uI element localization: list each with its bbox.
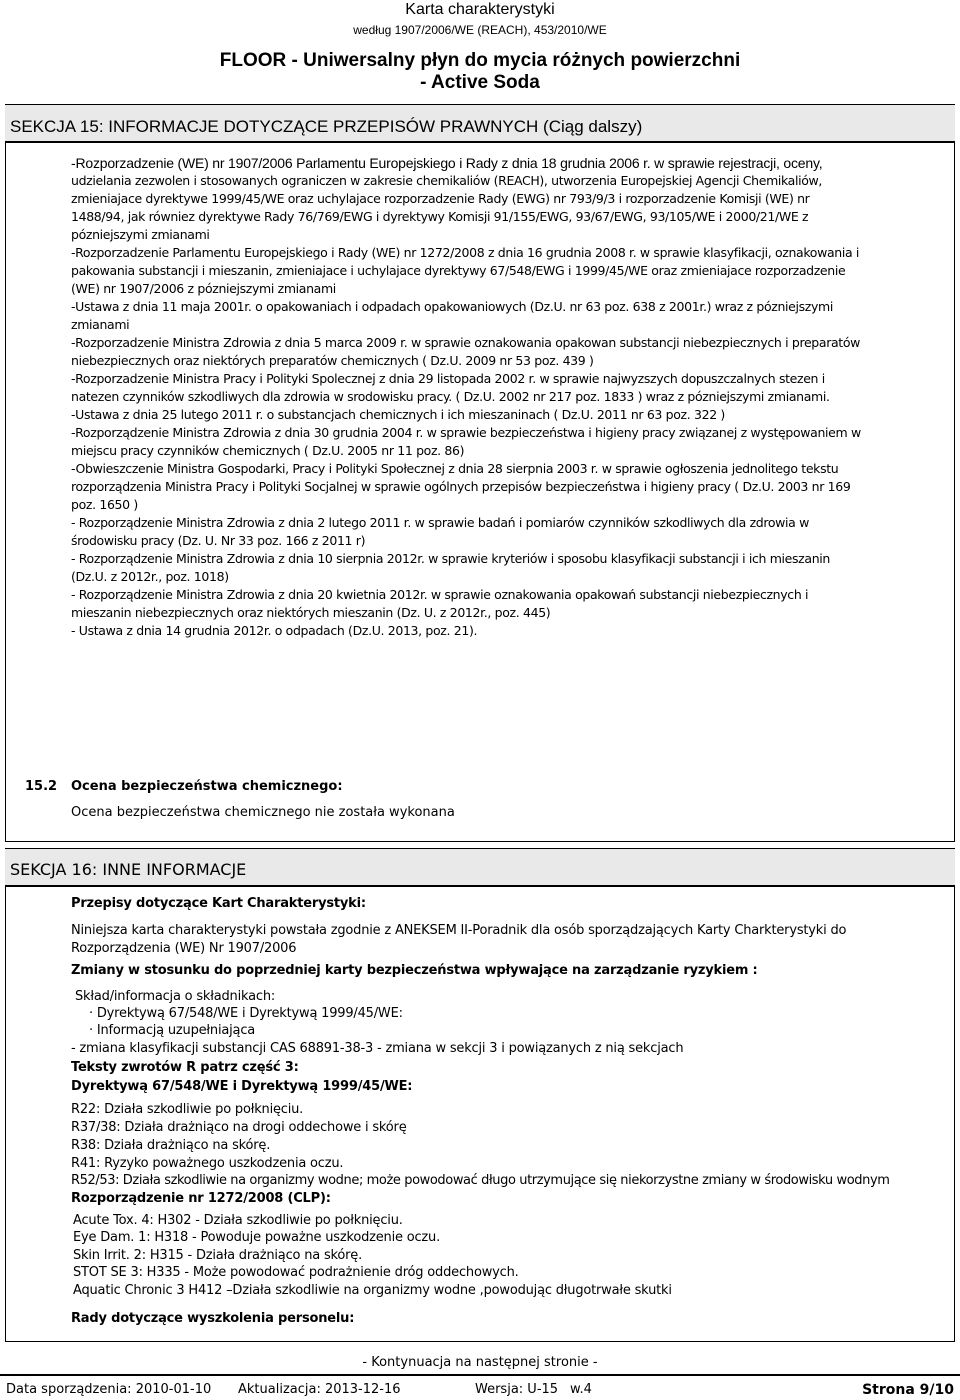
bullet-item: · Informacją uzupełniająca — [89, 1023, 256, 1038]
regulation-line: poz. 1650 ) — [71, 497, 138, 512]
footer-divider — [0, 1374, 960, 1376]
continuation-note: - Kontynuacja na następnej stronie - — [362, 1355, 598, 1370]
regulation-line: -Rozporzadzenie Ministra Pracy i Polityki Spolecznej z dnia 29 listopada 2002 r. w sprawie najwyzszych dopuszczalnych stezen i — [71, 371, 825, 386]
h-phrase: STOT SE 3: H335 - Może powodować podrażnienie dróg oddechowych. — [73, 1265, 519, 1280]
zmiana-line: - zmiana klasyfikacji substancji CAS 68891-38-3 - zmiana w sekcji 3 i powiązanych z nią sekcjach — [71, 1041, 684, 1056]
dyrektywa-title: Dyrektywą 67/548/WE i Dyrektywą 1999/45/WE: — [71, 1079, 413, 1094]
regulation-line: - Ustawa z dnia 14 grudnia 2012r. o odpadach (Dz.U. 2013, poz. 21). — [71, 623, 478, 638]
przepisy-text: Niniejsza karta charakterystyki powstała zgodnie z ANEKSEM II-Poradnik dla osób sporządzających Karty Charkterystyki do — [71, 923, 847, 938]
regulation-line: -Rozporzadzenie Ministra Zdrowia z dnia 5 marca 2009 r. w sprawie oznakowania opakowan substancji niebezpiecznych i preparatów — [71, 335, 861, 350]
regulation-line: pózniejszymi zmianami — [71, 227, 210, 242]
section-16-heading: SEKCJA 16: INNE INFORMACJE — [5, 849, 955, 887]
clp-title: Rozporządzenie nr 1272/2008 (CLP): — [71, 1191, 331, 1206]
regulation-line: - Rozporządzenie Ministra Zdrowia z dnia 20 kwietnia 2012r. w sprawie oznakowania opakowań substancji niebezpiecznych i — [71, 587, 809, 602]
regulation-line: pakowania substancji i mieszanin, zmieniajace i uchylajace dyrektywy 67/548/EWG i 1999/45/WE oraz zmieniajace rozporzadzenie — [71, 263, 846, 278]
regulation-line: (WE) nr 1907/2006 z pózniejszymi zmianami — [71, 281, 336, 296]
subsection-15-2-title: Ocena bezpieczeństwa chemicznego: — [71, 779, 343, 794]
regulation-line: zmianami — [71, 317, 130, 332]
section-15-heading: SEKCJA 15: INFORMACJE DOTYCZĄCE PRZEPISÓW PRAWNYCH (Ciąg dalszy) — [5, 105, 955, 143]
version-label: Wersja: U-15 — [475, 1382, 559, 1397]
przepisy-text: Rozporządzenia (WE) Nr 1907/2006 — [71, 941, 297, 956]
h-phrase: Skin Irrit. 2: H315 - Działa drażniąco na skórę. — [73, 1248, 363, 1263]
regulations-list — [71, 154, 939, 640]
date-created: Data sporządzenia: 2010-01-10 — [6, 1382, 212, 1397]
regulation-line: -Rozporządzenie Ministra Zdrowia z dnia 30 grudnia 2004 r. w sprawie bezpieczeństwa i higieny pracy związanej z występowaniem w — [71, 425, 861, 440]
r-phrase: R22: Działa szkodliwie po połknięciu. — [71, 1102, 304, 1117]
version-suffix: w.4 — [570, 1382, 592, 1397]
zmiany-title: Zmiany w stosunku do poprzedniej karty bezpieczeństwa wpływające na zarządzanie ryzykiem : — [71, 963, 758, 978]
r-phrase: R41: Ryzyko poważnego uszkodzenia oczu. — [71, 1156, 344, 1171]
regulation-line: -Rozporzadzenie Parlamentu Europejskiego i Rady (WE) nr 1272/2008 z dnia 16 grudnia 2008 r. w sprawie klasyfikacji, oznakowania i — [71, 245, 860, 260]
document-subtitle: według 1907/2006/WE (REACH), 453/2010/WE — [353, 23, 607, 37]
regulation-line: -Rozporzadzenie (WE) nr 1907/2006 Parlamentu Europejskiego i Rady z dnia 18 grudnia 2006 r. w sprawie rejestracji, oceny, — [71, 155, 823, 171]
regulation-line: -Ustawa z dnia 25 lutego 2011 r. o substancjach chemicznych i ich mieszaninach ( Dz.U. 2011 nr 63 poz. 322 ) — [71, 407, 725, 422]
r-phrase: R52/53: Działa szkodliwie na organizmy wodne; może powodować długo utrzymujące się niekorzystne zmiany w środowisku wodnym — [71, 1173, 890, 1188]
product-name-line2: - Active Soda — [420, 72, 540, 93]
r-phrase: R37/38: Działa drażniąco na drogi oddechowe i skórę — [71, 1120, 407, 1135]
subsection-15-2-text: Ocena bezpieczeństwa chemicznego nie została wykonana — [71, 805, 455, 820]
regulation-line: zmieniajace dyrektywe 1999/45/WE oraz uchylajace rozporzadzenie Rady (EWG) nr 793/9/3 i rozporzadzenie Komisji (WE) nr — [71, 191, 810, 206]
regulation-line: (Dz.U. z 2012r., poz. 1018) — [71, 569, 229, 584]
h-phrase: Aquatic Chronic 3 H412 –Działa szkodliwie na organizmy wodne ,powodując długotrwałe skutki — [73, 1283, 672, 1298]
regulation-line: -Ustawa z dnia 11 maja 2001r. o opakowaniach i odpadach opakowaniowych (Dz.U. nr 63 poz. 638 z 2001r.) wraz z pózniejszymi — [71, 299, 834, 314]
h-phrase: Eye Dam. 1: H318 - Powoduje poważne uszkodzenie oczu. — [73, 1230, 441, 1245]
teksty-title: Teksty zwrotów R patrz część 3: — [71, 1060, 299, 1075]
regulation-line: - Rozporządzenie Ministra Zdrowia z dnia 10 sierpnia 2012r. w sprawie kryteriów i sposobu klasyfikacji substancji i ich mieszanin — [71, 551, 830, 566]
rady-title: Rady dotyczące wyszkolenia personelu: — [71, 1311, 355, 1326]
regulation-line: - Rozporządzenie Ministra Zdrowia z dnia 2 lutego 2011 r. w sprawie badań i pomiarów czynników szkodliwych dla zdrowia w — [71, 515, 809, 530]
regulation-line: rozporządzenia Ministra Pracy i Polityki Socjalnej w sprawie ogólnych przepisów bezpieczeństwa i higieny pracy ( Dz.U. 2003 nr 169 — [71, 479, 851, 494]
h-phrase: Acute Tox. 4: H302 - Działa szkodliwie po połknięciu. — [73, 1213, 403, 1228]
regulation-line: -Obwieszczenie Ministra Gospodarki, Pracy i Polityki Społecznej z dnia 28 sierpnia 2003 r. w sprawie ogłoszenia jednolitego tekstu — [71, 461, 839, 476]
document-title: Karta charakterystyki — [405, 1, 555, 18]
regulation-line: 1488/94, jak równiez dyrektywe Rady 76/769/EWG i dyrektywy Komisji 91/155/EWG, 93/67/EWG, 93/105/WE i 2000/21/WE z — [71, 209, 809, 224]
r-phrase: R38: Działa drażniąco na skórę. — [71, 1138, 271, 1153]
update-date: Aktualizacja: 2013-12-16 — [238, 1382, 401, 1397]
regulation-line: natezen czynników szkodliwych dla zdrowia w srodowisku pracy. ( Dz.U. 2002 nr 217 poz. 1833 ) wraz z pózniejszymi zmianami. — [71, 389, 830, 404]
page-number: Strona 9/10 — [862, 1382, 954, 1398]
bullet-item: · Dyrektywą 67/548/WE i Dyrektywą 1999/45/WE: — [89, 1006, 403, 1021]
przepisy-title: Przepisy dotyczące Kart Charakterystyki: — [71, 896, 366, 911]
regulation-line: mieszanin niebezpiecznych oraz niektórych mieszanin (Dz. U. z 2012r., poz. 445) — [71, 605, 551, 620]
regulation-line: miejscu pracy czynników chemicznych ( Dz.U. 2005 nr 11 poz. 86) — [71, 443, 465, 458]
regulation-line: niebezpiecznych oraz niektórych preparatów chemicznych ( Dz.U. 2009 nr 53 poz. 439 ) — [71, 353, 594, 368]
product-name-line1: FLOOR - Uniwersalny płyn do mycia różnych powierzchni — [219, 50, 741, 71]
sklad-label: Skład/informacja o składnikach: — [75, 989, 276, 1004]
regulation-line: środowisku pracy (Dz. U. Nr 33 poz. 166 z 2011 r) — [71, 533, 366, 548]
subsection-15-2-number: 15.2 — [25, 779, 58, 794]
regulation-line: udzielania zezwolen i stosowanych ograniczen w zakresie chemikaliów (REACH), utworzenia Europejskiej Agencji Chemikaliów, — [71, 173, 823, 188]
